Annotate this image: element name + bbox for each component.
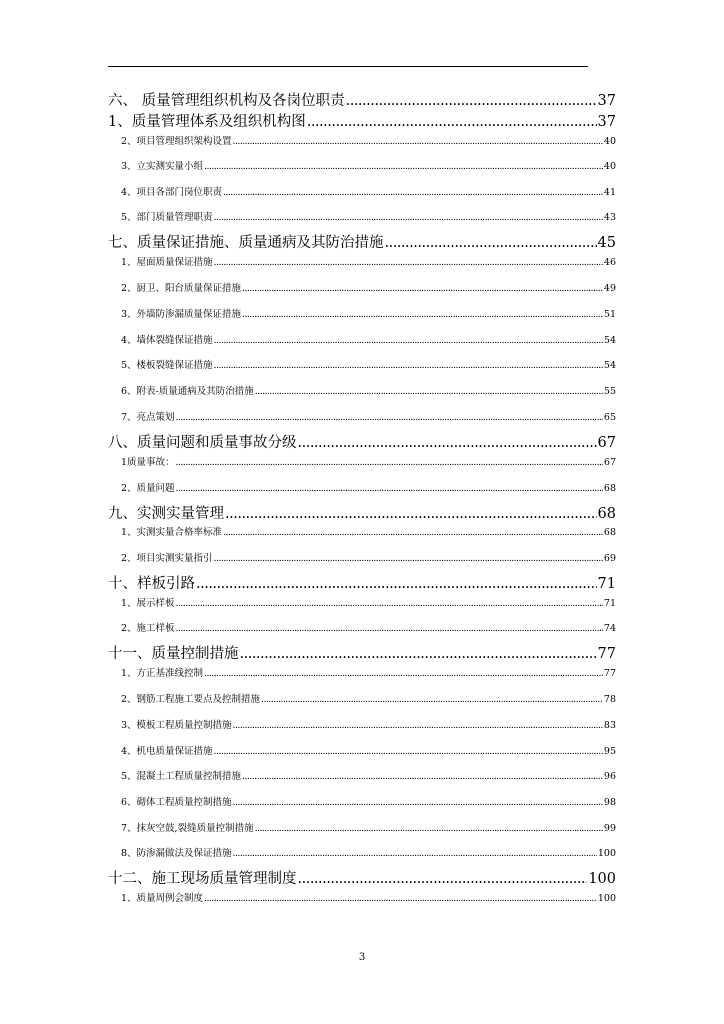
toc-page-number: 68 (603, 527, 616, 538)
toc-page-number: 41 (603, 187, 616, 198)
toc-page-number: 49 (603, 283, 616, 294)
toc-entry-level2[interactable] (108, 894, 616, 904)
toc-entry-level2[interactable] (108, 413, 616, 423)
toc-page-number: 77 (603, 668, 616, 679)
toc-entry-level2[interactable] (108, 387, 616, 397)
toc-leader-dots (298, 436, 597, 451)
toc-title: 1、质量管理体系及组织机构图 (108, 114, 306, 130)
toc-entry-level1[interactable] (108, 577, 616, 592)
toc-leader-dots (176, 484, 603, 494)
toc-title: 6、砌体工程质量控制措施 (121, 797, 232, 808)
toc-entry-level2[interactable] (108, 772, 616, 782)
toc-page-number: 55 (603, 386, 616, 397)
toc-leader-dots (214, 213, 603, 223)
toc-entry-level2[interactable] (108, 336, 616, 346)
toc-page-number: 100 (588, 871, 616, 887)
toc-title: 3、立实测实量小组 (121, 161, 204, 172)
header-rule (108, 66, 588, 67)
toc-entry-level2[interactable] (108, 599, 616, 609)
toc-entry-level1[interactable] (108, 236, 616, 251)
toc-title: 8、防渗漏做法及保证措施 (121, 848, 232, 859)
page-number: 3 (358, 952, 366, 963)
toc-page-number: 83 (603, 720, 616, 731)
toc-page-number: 98 (603, 797, 616, 808)
toc-title: 2、质量问题 (121, 483, 175, 494)
toc-entry-level2[interactable] (108, 137, 616, 147)
toc-page-number: 37 (597, 93, 616, 109)
toc-entry-level2[interactable] (108, 721, 616, 731)
toc-entry-level1[interactable] (108, 872, 616, 887)
toc-title: 2、厨卫、阳台质量保证措施 (121, 283, 242, 294)
toc-leader-dots (240, 647, 597, 662)
toc-leader-dots (204, 669, 603, 679)
toc-entry-level2[interactable] (108, 528, 616, 538)
toc-leader-dots (176, 458, 603, 468)
toc-leader-dots (214, 554, 603, 564)
toc-page-number: 77 (597, 646, 616, 662)
toc-page-number: 51 (603, 309, 616, 320)
toc-page-number: 54 (603, 335, 616, 346)
toc-entry-level2[interactable] (108, 213, 616, 223)
toc-title: 1、屋面质量保证措施 (121, 257, 213, 268)
toc-leader-dots (225, 507, 597, 522)
toc-entry-level2[interactable] (108, 484, 616, 494)
toc-page-number: 74 (603, 623, 616, 634)
toc-title: 4、机电质量保证措施 (121, 746, 213, 757)
toc-leader-dots (214, 361, 603, 371)
toc-title: 九、实测实量管理 (108, 506, 224, 522)
toc-entry-level2[interactable] (108, 554, 616, 564)
toc-entry-level1[interactable] (108, 436, 616, 451)
toc-page-number: 68 (597, 506, 616, 522)
toc-leader-dots (385, 236, 597, 251)
toc-title: 十二、施工现场质量管理制度 (108, 871, 297, 887)
toc-leader-dots (223, 528, 603, 538)
toc-page-number: 65 (603, 412, 616, 423)
toc-entry-level2[interactable] (108, 798, 616, 808)
toc-entry-level2[interactable] (108, 310, 616, 320)
toc-leader-dots (255, 824, 603, 834)
toc-entry-level2[interactable] (108, 824, 616, 834)
toc-title: 1、展示样板 (121, 598, 175, 609)
toc-title: 6、附表-质量通病及其防治措施 (121, 386, 254, 397)
toc-entry-level2[interactable] (108, 188, 616, 198)
toc-leader-dots (242, 310, 603, 320)
toc-title: 十一、质量控制措施 (108, 646, 239, 662)
toc-title: 1、实测实量合格率标准 (121, 527, 223, 538)
toc-title: 1质量事故： (121, 457, 175, 468)
toc-title: 4、项目各部门岗位职责 (121, 187, 223, 198)
toc-leader-dots (214, 336, 603, 346)
toc-leader-dots (346, 94, 597, 109)
toc-leader-dots (233, 721, 603, 731)
toc-leader-dots (307, 115, 597, 130)
toc-title: 1、方正基准线控制 (121, 668, 204, 679)
toc-title: 7、亮点策划 (121, 412, 175, 423)
toc-title: 八、质量问题和质量事故分级 (108, 435, 297, 451)
toc-title: 5、楼板裂缝保证措施 (121, 360, 213, 371)
toc-page-number: 69 (603, 553, 616, 564)
toc-entry-level2[interactable] (108, 849, 616, 859)
toc-page-number: 54 (603, 360, 616, 371)
toc-page-number: 100 (597, 848, 616, 859)
toc-entry-level1[interactable] (108, 115, 616, 130)
toc-page-number: 46 (603, 257, 616, 268)
toc-entry-level2[interactable] (108, 361, 616, 371)
toc-page-number: 67 (597, 435, 616, 451)
toc-leader-dots (196, 577, 597, 592)
toc-title: 2、项目实测实量指引 (121, 553, 213, 564)
toc-entry-level1[interactable] (108, 647, 616, 662)
toc-title: 5、混凝土工程质量控制措施 (121, 771, 242, 782)
toc-page-number: 68 (603, 483, 616, 494)
toc-page-number: 40 (603, 161, 616, 172)
toc-leader-dots (255, 387, 603, 397)
toc-leader-dots (298, 872, 588, 887)
toc-page-number: 95 (603, 746, 616, 757)
toc-leader-dots (214, 258, 603, 268)
toc-page-number: 40 (603, 136, 616, 147)
toc-leader-dots (176, 624, 603, 634)
toc-entry-level2[interactable] (108, 624, 616, 634)
toc-title: 1、质量周例会制度 (121, 893, 204, 904)
toc-page-number: 99 (603, 823, 616, 834)
toc-leader-dots (261, 695, 603, 705)
toc-title: 5、部门质量管理职责 (121, 212, 213, 223)
toc-page-number: 96 (603, 771, 616, 782)
toc-leader-dots (242, 284, 603, 294)
toc-leader-dots (204, 162, 603, 172)
toc-title: 3、模板工程质量控制措施 (121, 720, 232, 731)
toc-page-number: 67 (603, 457, 616, 468)
toc-title: 2、钢筋工程施工要点及控制措施 (121, 694, 261, 705)
toc-entry-level1[interactable] (108, 94, 616, 109)
toc-leader-dots (223, 188, 603, 198)
toc-entry-level2[interactable] (108, 747, 616, 757)
toc-title: 4、墙体裂缝保证措施 (121, 335, 213, 346)
toc-page-number: 37 (597, 114, 616, 130)
toc-leader-dots (176, 599, 603, 609)
toc-page-number: 78 (603, 694, 616, 705)
toc-title: 7、抹灰空鼓,裂缝质量控制措施 (121, 823, 254, 834)
toc-entry-level2[interactable] (108, 695, 616, 705)
toc-title: 2、项目管理组织架构设置 (121, 136, 232, 147)
toc-title: 七、质量保证措施、质量通病及其防治措施 (108, 235, 384, 251)
toc-page-number: 100 (597, 893, 616, 904)
toc-entry-level2[interactable] (108, 258, 616, 268)
toc-title: 六、 质量管理组织机构及各岗位职责 (108, 93, 345, 109)
toc-page-number: 43 (603, 212, 616, 223)
toc-leader-dots (233, 849, 597, 859)
toc-leader-dots (204, 894, 597, 904)
toc-leader-dots (233, 798, 603, 808)
toc-title: 十、样板引路 (108, 576, 195, 592)
toc-entry-level2[interactable] (108, 284, 616, 294)
toc-leader-dots (242, 772, 603, 782)
toc-page-number: 71 (603, 598, 616, 609)
toc-leader-dots (214, 747, 603, 757)
toc-page-number: 45 (597, 235, 616, 251)
toc-entry-level2[interactable] (108, 162, 616, 172)
toc-title: 2、施工样板 (121, 623, 175, 634)
toc-entry-level2[interactable] (108, 458, 616, 468)
toc-entry-level2[interactable] (108, 669, 616, 679)
toc-page-number: 71 (597, 576, 616, 592)
toc-leader-dots (176, 413, 603, 423)
toc-entry-level1[interactable] (108, 507, 616, 522)
toc-leader-dots (233, 137, 603, 147)
toc-title: 3、外墙防渗漏质量保证措施 (121, 309, 242, 320)
